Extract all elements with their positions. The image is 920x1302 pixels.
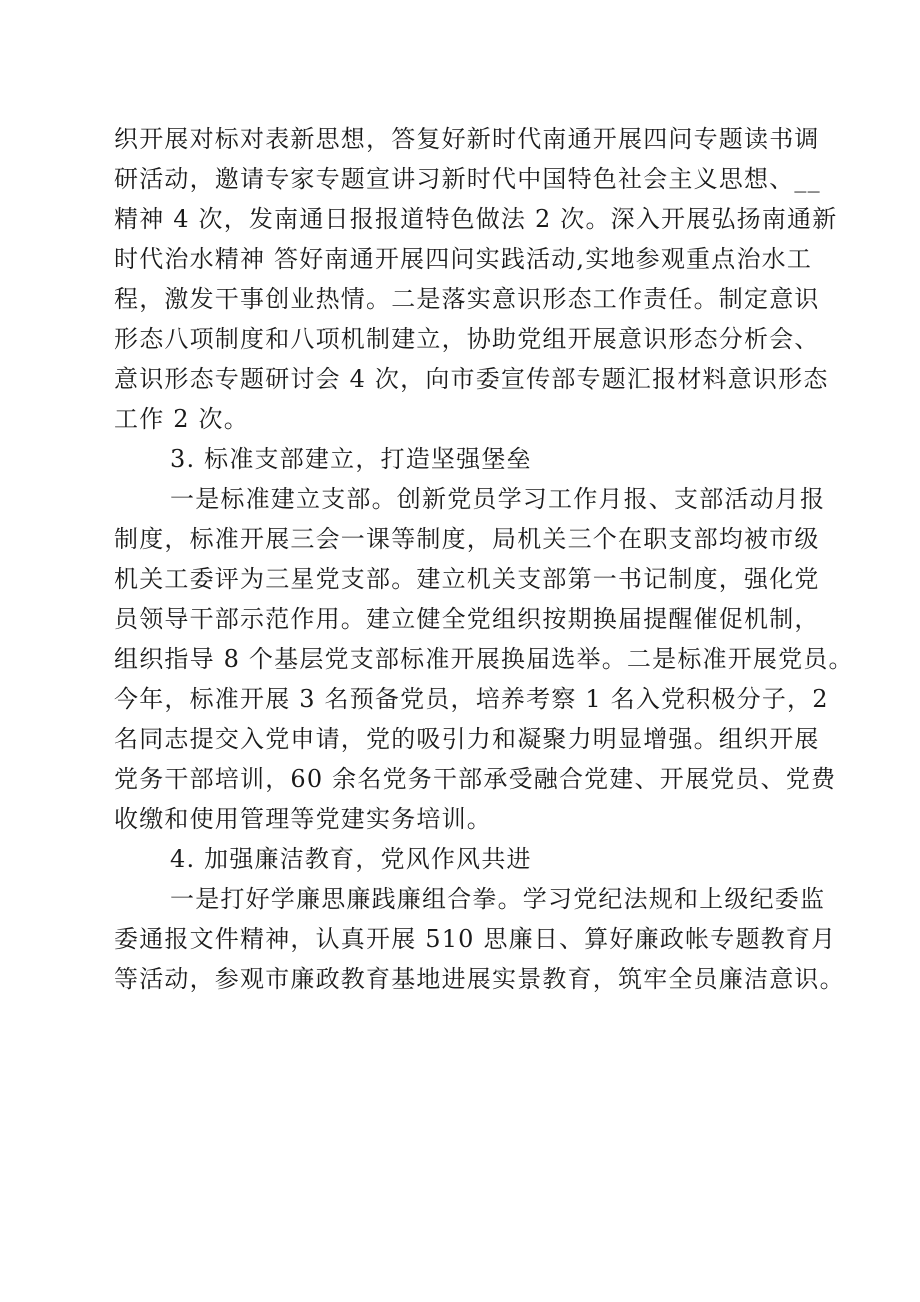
body-line: 党务干部培训，60 余名党务干部承受融合党建、开展党员、党费 <box>114 765 837 793</box>
body-line: 程，激发干事创业热情。二是落实意识形态工作责任。制定意识 <box>114 285 820 313</box>
body-line: 制度，标准开展三会一课等制度，局机关三个在职支部均被市级 <box>114 525 820 553</box>
section-heading: 3. 标准支部建立，打造坚强堡垒 <box>170 445 532 473</box>
body-line: 工作 2 次。 <box>114 405 249 433</box>
paragraph-first-line: 一是打好学廉思廉践廉组合拳。学习党纪法规和上级纪委监 <box>170 885 826 913</box>
body-line: 收缴和使用管理等党建实务培训。 <box>114 805 492 833</box>
body-line: 精神 4 次，发南通日报报道特色做法 2 次。深入开展弘扬南通新 <box>114 205 838 233</box>
body-line: 意识形态专题研讨会 4 次，向市委宣传部专题汇报材料意识形态 <box>114 365 829 393</box>
body-line: 研活动，邀请专家专题宣讲习新时代中国特色社会主义思想、__ <box>114 165 821 193</box>
document-body <box>114 119 854 999</box>
body-line: 组织指导 8 个基层党支部标准开展换届选举。二是标准开展党员。 <box>114 645 854 673</box>
body-line: 机关工委评为三星党支部。建立机关支部第一书记制度，强化党 <box>114 565 820 593</box>
body-line: 形态八项制度和八项机制建立，协助党组开展意识形态分析会、 <box>114 325 820 353</box>
body-line: 织开展对标对表新思想，答复好新时代南通开展四问专题读书调 <box>114 125 820 153</box>
body-line: 等活动，参观市廉政教育基地进展实景教育，筑牢全员廉洁意识。 <box>114 965 845 993</box>
body-line: 今年，标准开展 3 名预备党员，培养考察 1 名入党积极分子，2 <box>114 685 829 713</box>
body-line: 员领导干部示范作用。建立健全党组织按期换届提醒催促机制， <box>114 605 820 633</box>
paragraph-first-line: 一是标准建立支部。创新党员学习工作月报、支部活动月报 <box>170 485 826 513</box>
section-heading: 4. 加强廉洁教育，党风作风共进 <box>170 845 532 873</box>
body-line: 委通报文件精神，认真开展 510 思廉日、算好廉政帐专题教育月 <box>114 925 837 953</box>
body-line: 名同志提交入党申请，党的吸引力和凝聚力明显增强。组织开展 <box>114 725 820 753</box>
body-line: 时代治水精神 答好南通开展四问实践活动,实地参观重点治水工 <box>114 245 813 273</box>
